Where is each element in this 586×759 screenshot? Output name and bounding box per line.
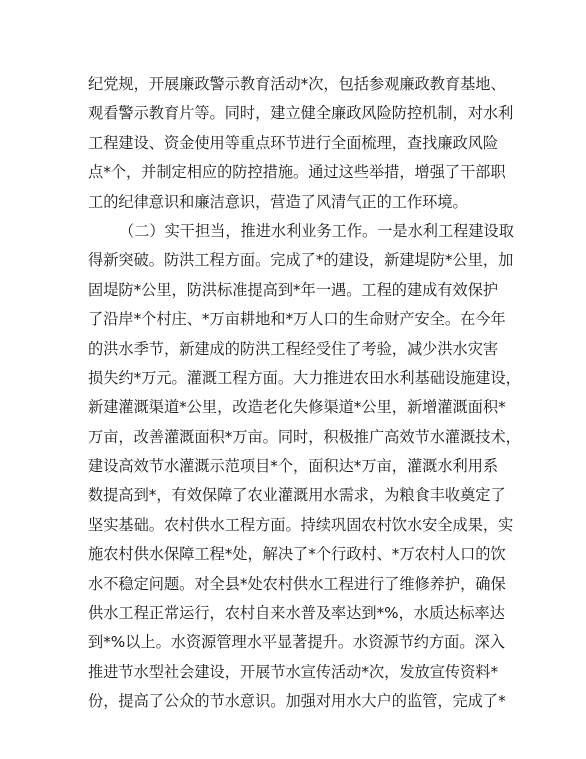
text-line: 工的纪律意识和廉洁意识，营造了风清气正的工作环境。 <box>88 192 468 211</box>
text-line: 新建灌溉渠道*公里，改造老化失修渠道*公里，新增灌溉面积* <box>88 398 506 417</box>
text-line: 纪党规，开展廉政警示教育活动*次，包括参观廉政教育基地、 <box>88 75 506 93</box>
text-line: 建设高效节水灌溉示范项目*个，面积达*万亩，灌溉水利用系 <box>88 457 499 476</box>
text-line: 损失约*万元。灌溉工程方面。大力推进农田水利基础设施建设， <box>88 368 521 387</box>
text-line: 数提高到*，有效保障了农业灌溉用水需求，为粮食丰收奠定了 <box>88 486 506 505</box>
text-line: 施农村供水保障工程*处，解决了*个行政村、*万农村人口的饮 <box>88 545 506 564</box>
text-line: 推进节水型社会建设，开展节水宣传活动*次，发放宣传资料* <box>88 662 499 681</box>
text-line: 万亩，改善灌溉面积*万亩。同时，积极推广高效节水灌溉技术， <box>88 427 521 446</box>
text-line: 供水工程正常运行，农村自来水普及率达到*%，水质达标率达 <box>88 604 505 623</box>
text-line: 到*%以上。水资源管理水平显著提升。水资源节约方面。深入 <box>88 633 505 652</box>
text-line: 了沿岸*个村庄、*万亩耕地和*万人口的生命财产安全。在今年 <box>88 310 506 329</box>
body-text <box>88 70 521 717</box>
text-line: 观看警示教育片等。同时，建立健全廉政风险防控机制，对水利 <box>88 104 514 123</box>
text-line: 份，提高了公众的节水意识。加强对用水大户的监管，完成了* <box>88 692 506 711</box>
text-line: 坚实基础。农村供水工程方面。持续巩固农村饮水安全成果，实 <box>88 515 514 534</box>
section-heading-line: （二）实干担当，推进水利业务工作。一是水利工程建设取 <box>119 221 514 240</box>
text-line: 的洪水季节，新建成的防洪工程经受住了考验，减少洪水灾害 <box>88 339 499 358</box>
text-line: 得新突破。防洪工程方面。完成了*的建设，新建堤防*公里，加 <box>88 251 514 270</box>
text-line: 固堤防*公里，防洪标准提高到*年一遇。工程的建成有效保护 <box>88 280 499 299</box>
text-line: 点*个，并制定相应的防控措施。通过这些举措，增强了干部职 <box>88 163 506 182</box>
text-line: 工程建设、资金使用等重点环节进行全面梳理，查找廉政风险 <box>88 133 499 152</box>
text-line: 水不稳定问题。对全县*处农村供水工程进行了维修养护，确保 <box>88 574 506 593</box>
